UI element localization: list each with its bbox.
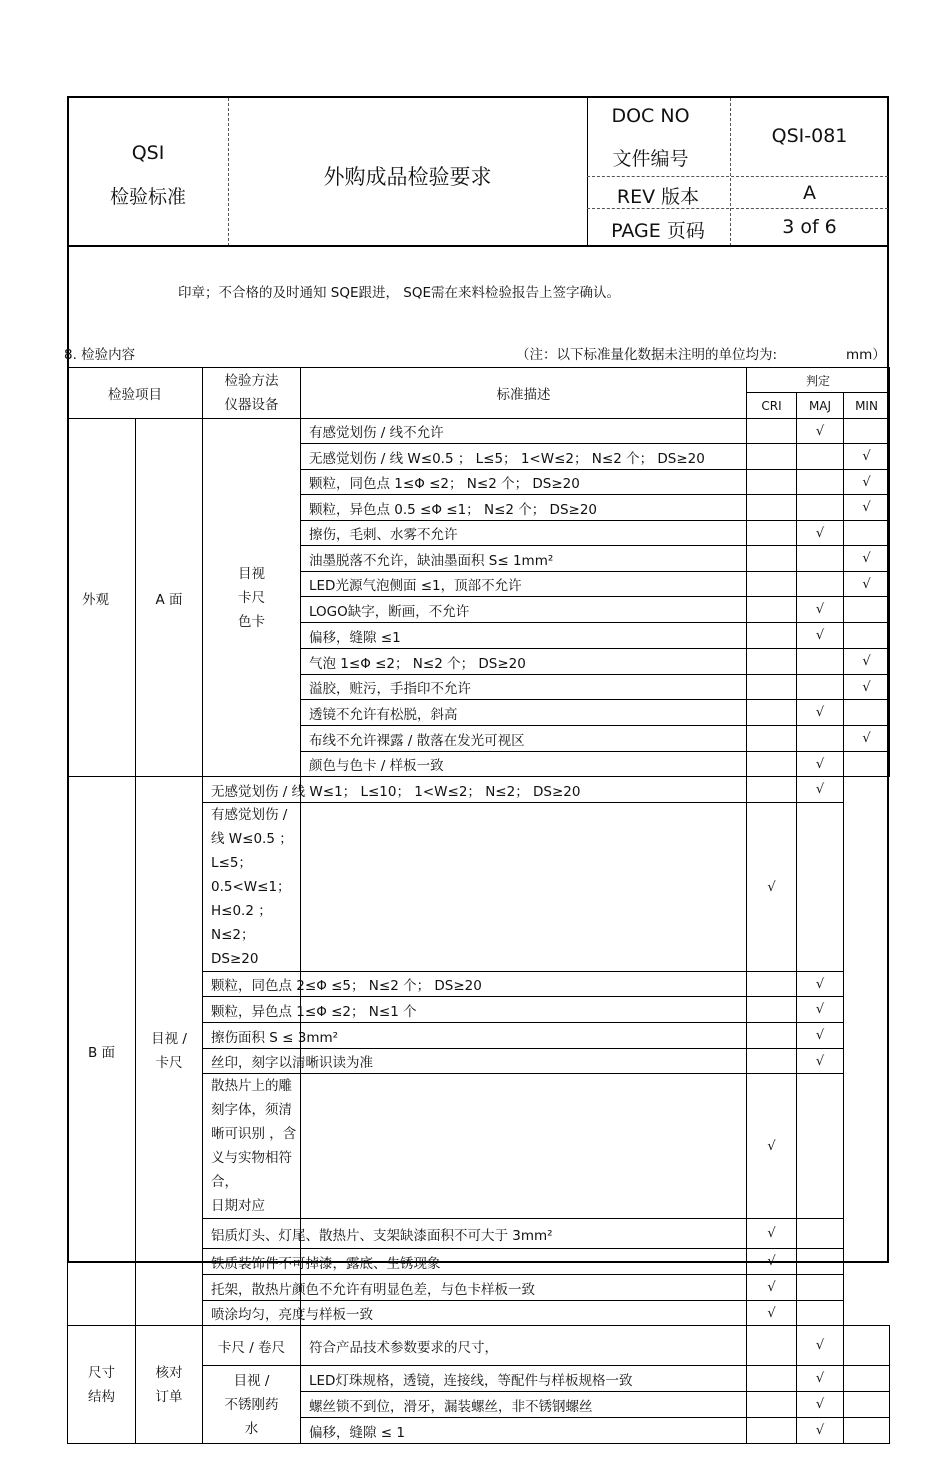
- judge-min-cell: √: [844, 572, 890, 597]
- standard-description: 偏移，缝隙 ≤1: [301, 623, 747, 649]
- rev-label: REV 版本: [616, 186, 700, 208]
- method-visual-steel-agent: 目视 / 不锈刚药 水: [203, 1366, 301, 1444]
- judge-min-cell: [844, 1326, 890, 1366]
- judge-maj-cell: [747, 1049, 797, 1074]
- judge-cri-cell: [747, 649, 797, 675]
- judge-min-cell: [797, 1219, 844, 1249]
- table-row: [68, 1326, 890, 1366]
- judge-cri-cell: [301, 803, 747, 972]
- subcategory-a-face: A 面: [136, 419, 203, 777]
- standard-description: 散热片上的雕刻字体，须清晰可识别 ，含义与实物相符合， 日期对应: [203, 1074, 301, 1219]
- notice-text: 印章；不合格的及时通知 SQE跟进， SQE需在来料检验报告上签字确认。: [178, 285, 621, 301]
- col-header-item: 检验项目: [68, 368, 203, 419]
- judge-cri-cell: [747, 495, 797, 521]
- col-header-maj: MAJ: [797, 393, 844, 419]
- judge-maj-cell: √: [747, 1074, 797, 1219]
- judge-cri-cell: [301, 1023, 747, 1049]
- page-value: 3 of 6: [782, 216, 837, 238]
- header-divider: [587, 176, 888, 177]
- judge-maj-cell: [747, 777, 797, 803]
- judge-min-cell: √: [844, 444, 890, 470]
- judge-maj-cell: √: [797, 700, 844, 726]
- col-header-judge: 判定: [747, 368, 890, 393]
- document-title: 外购成品检验要求: [323, 165, 492, 189]
- standard-description: 颗粒，同色点 2≤Φ ≤5； N≤2 个； DS≥20: [203, 972, 301, 997]
- judge-maj-cell: √: [797, 752, 844, 777]
- method-b-face: 目视 / 卡尺: [136, 777, 203, 1326]
- judge-min-cell: [844, 597, 890, 623]
- table-row: [68, 419, 890, 444]
- judge-min-cell: √: [797, 1023, 844, 1049]
- standard-description: 透镜不允许有松脱，斜高: [301, 700, 747, 726]
- category-appearance: 外观: [68, 419, 136, 777]
- col-header-cri: CRI: [747, 393, 797, 419]
- category-size-structure: 尺寸 结构: [68, 1326, 136, 1444]
- judge-maj-cell: √: [747, 1219, 797, 1249]
- judge-maj-cell: [797, 649, 844, 675]
- standard-description: 无感觉划伤 / 线 W≤0.5 ； L≤5； 1<W≤2； N≤2 个； DS≥20: [301, 444, 747, 470]
- judge-cri-cell: [747, 419, 797, 444]
- judge-cri-cell: [747, 546, 797, 572]
- judge-min-cell: √: [797, 972, 844, 997]
- judge-cri-cell: [747, 572, 797, 597]
- method-caliper-tape: 卡尺 / 卷尺: [203, 1326, 301, 1366]
- judge-maj-cell: [797, 572, 844, 597]
- judge-cri-cell: [747, 1418, 797, 1444]
- judge-maj-cell: [797, 546, 844, 572]
- judge-maj-cell: [747, 972, 797, 997]
- standard-description: 偏移，缝隙 ≤ 1: [301, 1418, 747, 1444]
- standard-description: 擦伤，毛刺、水雾不允许: [301, 521, 747, 546]
- judge-min-cell: √: [797, 997, 844, 1023]
- judge-min-cell: [797, 1301, 844, 1326]
- judge-maj-cell: [797, 675, 844, 700]
- judge-maj-cell: √: [797, 1392, 844, 1418]
- standard-description: LED光源气泡侧面 ≤1，顶部不允许: [301, 572, 747, 597]
- judge-maj-cell: √: [797, 521, 844, 546]
- judge-min-cell: √: [844, 546, 890, 572]
- judge-min-cell: √: [797, 1049, 844, 1074]
- table-bottom-space: [68, 1444, 890, 1472]
- judge-maj-cell: √: [797, 419, 844, 444]
- page-label: PAGE 页码: [611, 220, 705, 242]
- judge-min-cell: √: [844, 470, 890, 495]
- judge-cri-cell: [747, 1366, 797, 1392]
- judge-maj-cell: √: [747, 803, 797, 972]
- judge-maj-cell: √: [797, 1326, 844, 1366]
- col-header-desc: 标准描述: [301, 368, 747, 419]
- subcategory-b-face: B 面: [68, 777, 136, 1326]
- judge-maj-cell: [797, 726, 844, 752]
- standard-description: 有感觉划伤 / 线 W≤0.5 ； L≤5； 0.5<W≤1； H≤0.2 ； N≤2； DS≥20: [203, 803, 301, 972]
- judge-cri-cell: [747, 597, 797, 623]
- judge-maj-cell: √: [747, 1301, 797, 1326]
- judge-maj-cell: √: [797, 623, 844, 649]
- standard-description: 托架，散热片颜色不允许有明显色差，与色卡样板一致: [203, 1275, 301, 1301]
- judge-min-cell: √: [844, 675, 890, 700]
- doc-no-label-cn: 文件编号: [612, 148, 689, 170]
- judge-cri-cell: [301, 1074, 747, 1219]
- standard-description: 颗粒，同色点 1≤Φ ≤2； N≤2 个； DS≥20: [301, 470, 747, 495]
- doc-no-label: DOC NO: [611, 105, 690, 127]
- subcategory-check-order: 核对 订单: [136, 1326, 203, 1444]
- judge-maj-cell: [747, 997, 797, 1023]
- standard-description: 喷涂均匀，亮度与样板一致: [203, 1301, 301, 1326]
- judge-maj-cell: [797, 495, 844, 521]
- judge-cri-cell: [747, 444, 797, 470]
- doc-no-value: QSI-081: [771, 125, 848, 147]
- judge-min-cell: [844, 623, 890, 649]
- judge-min-cell: √: [844, 495, 890, 521]
- standard-description: LOGO缺字，断画，不允许: [301, 597, 747, 623]
- header-left-line1: QSI: [131, 142, 165, 164]
- judge-maj-cell: √: [797, 1366, 844, 1392]
- judge-min-cell: [797, 1249, 844, 1275]
- standard-description: 颗粒，异色点 1≤Φ ≤2； N≤1 个: [203, 997, 301, 1023]
- judge-cri-cell: [747, 700, 797, 726]
- header-left-line2: 检验标准: [109, 186, 186, 208]
- judge-cri-cell: [747, 470, 797, 495]
- judge-cri-cell: [747, 675, 797, 700]
- judge-min-cell: [844, 700, 890, 726]
- unit-note-end: mm）: [846, 347, 886, 363]
- judge-cri-cell: [747, 726, 797, 752]
- judge-min-cell: √: [797, 777, 844, 803]
- inspection-table: [67, 367, 890, 1472]
- method-a-face: 目视 卡尺 色卡: [203, 419, 301, 777]
- standard-description: 螺丝锁不到位，滑牙，漏装螺丝，非不锈钢螺丝: [301, 1392, 747, 1418]
- col-header-method-1: 检验方法: [224, 373, 279, 389]
- col-header-min: MIN: [844, 393, 890, 419]
- section-title: 8. 检验内容: [64, 347, 136, 363]
- judge-cri-cell: [747, 623, 797, 649]
- rev-value: A: [803, 182, 816, 204]
- standard-description: LED灯珠规格，透镜，连接线，等配件与样板规格一致: [301, 1366, 747, 1392]
- standard-description: 擦伤面积 S ≤ 3mm²: [203, 1023, 301, 1049]
- unit-note: （注：以下标准量化数据未注明的单位均为:: [516, 347, 778, 363]
- judge-maj-cell: [797, 470, 844, 495]
- judge-min-cell: [797, 1275, 844, 1301]
- standard-description: 有感觉划伤 / 线不允许: [301, 419, 747, 444]
- judge-min-cell: √: [844, 726, 890, 752]
- standard-description: 铝质灯头、灯尾、散热片、支架缺漆面积不可大于 3mm²: [203, 1219, 301, 1249]
- header-bottom-border: [67, 245, 889, 247]
- col-header-method-2: 仪器设备: [224, 397, 279, 413]
- judge-cri-cell: [747, 1392, 797, 1418]
- judge-min-cell: [844, 1392, 890, 1418]
- judge-min-cell: [844, 419, 890, 444]
- judge-min-cell: [844, 1366, 890, 1392]
- standard-description: 铁质装饰件不可掉漆，露底、生锈现象: [203, 1249, 301, 1275]
- table-row: [68, 777, 890, 803]
- standard-description: 气泡 1≤Φ ≤2； N≤2 个； DS≥20: [301, 649, 747, 675]
- standard-description: 丝印，刻字以清晰识读为准: [203, 1049, 301, 1074]
- judge-min-cell: [797, 803, 844, 972]
- judge-cri-cell: [747, 752, 797, 777]
- judge-maj-cell: √: [747, 1249, 797, 1275]
- judge-min-cell: [797, 1074, 844, 1219]
- col-header-method: [203, 368, 301, 419]
- judge-maj-cell: [797, 444, 844, 470]
- standard-description: 布线不允许裸露 / 散落在发光可视区: [301, 726, 747, 752]
- judge-min-cell: [844, 521, 890, 546]
- standard-description: 溢胶，赃污，手指印不允许: [301, 675, 747, 700]
- standard-description: 符合产品技术参数要求的尺寸，: [301, 1326, 747, 1366]
- judge-min-cell: √: [844, 649, 890, 675]
- judge-maj-cell: [747, 1023, 797, 1049]
- judge-cri-cell: [747, 521, 797, 546]
- judge-cri-cell: [747, 1326, 797, 1366]
- standard-description: 颜色与色卡 / 样板一致: [301, 752, 747, 777]
- judge-min-cell: [844, 1418, 890, 1444]
- judge-min-cell: [844, 752, 890, 777]
- standard-description: 颗粒，异色点 0.5 ≤Φ ≤1； N≤2 个； DS≥20: [301, 495, 747, 521]
- standard-description: 油墨脱落不允许，缺油墨面积 S≤ 1mm²: [301, 546, 747, 572]
- standard-description: 无感觉划伤 / 线 W≤1； L≤10； 1<W≤2； N≤2； DS≥20: [203, 777, 301, 803]
- judge-maj-cell: √: [797, 597, 844, 623]
- judge-maj-cell: √: [747, 1275, 797, 1301]
- judge-maj-cell: √: [797, 1418, 844, 1444]
